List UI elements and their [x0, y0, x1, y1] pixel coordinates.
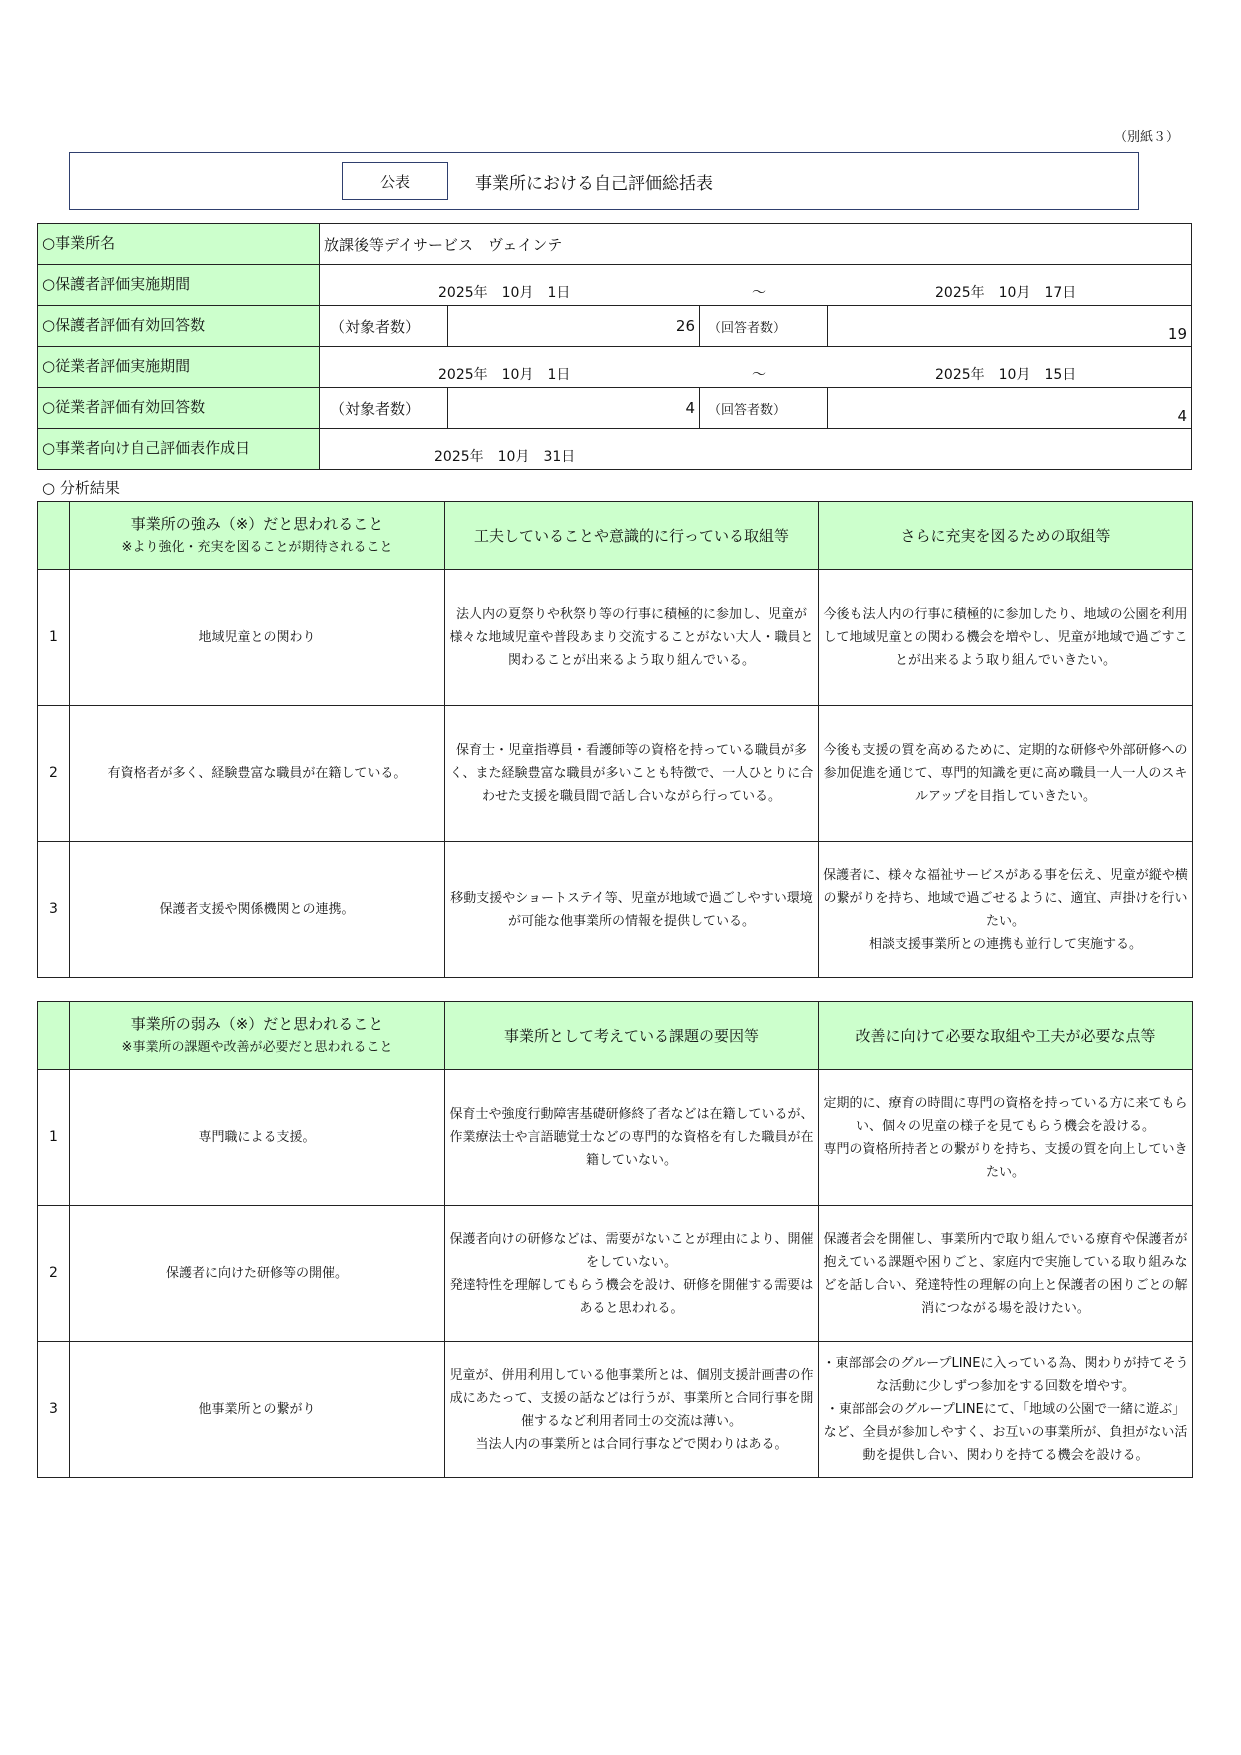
row-number: 2	[38, 1206, 70, 1342]
created-date-cell	[320, 429, 1192, 470]
guardian-period-end: 2025年 10月 17日	[935, 285, 1077, 301]
weaknesses-header-item	[70, 1002, 445, 1070]
strengths-header-main: 事業所の強み（※）だと思われること	[130, 514, 384, 533]
table-row	[38, 1070, 1193, 1206]
table-row	[38, 1206, 1193, 1342]
info-row-created-date	[38, 429, 1192, 470]
row-next-line: 保護者に、様々な福祉サービスがある事を伝え、児童が縦や横の繋がりを持ち、地域で過ごせるように、適宜、声掛けを行いたい。	[823, 867, 1188, 929]
strengths-header-item	[70, 502, 445, 570]
staff-period-value	[320, 347, 1192, 388]
row-item: 専門職による支援。	[70, 1070, 445, 1206]
facility-info-table	[37, 223, 1192, 470]
info-row-staff-period	[38, 347, 1192, 388]
row-effort	[445, 570, 819, 706]
staff-target-count: 4	[448, 388, 700, 429]
title-box	[69, 152, 1139, 210]
row-improvement-line: ・東部部会のグループLINEにて、「地域の公園で一緒に遊ぶ」など、全員が参加しやすく、お互いの事業所が、負担がない活動を提供し合い、関わりを持てる機会を設ける。	[823, 1402, 1188, 1463]
info-row-facility-name	[38, 224, 1192, 265]
row-item: 地域児童との関わり	[70, 570, 445, 706]
info-row-staff-responses	[38, 388, 1192, 429]
table-row	[38, 570, 1193, 706]
weaknesses-table	[37, 1001, 1193, 1478]
staff-respondent-count: 4	[828, 388, 1192, 429]
analysis-section-label: ○ 分析結果	[42, 479, 120, 497]
row-improvement	[819, 1206, 1193, 1342]
guardian-respondent-count: 19	[828, 306, 1192, 347]
weaknesses-header-improvement: 改善に向けて必要な取組や工夫が必要な点等	[819, 1002, 1193, 1070]
table-row	[38, 1342, 1193, 1478]
row-item: 有資格者が多く、経験豊富な職員が在籍している。	[70, 706, 445, 842]
row-cause-line: 児童が、併用利用している他事業所とは、個別支援計画書の作成にあたって、支援の話などは行うが、事業所と合同行事を開催するなど利用者同士の交流は薄い。	[449, 1367, 814, 1429]
facility-name-label: ○事業所名	[38, 224, 320, 265]
row-cause	[445, 1070, 819, 1206]
row-item: 保護者支援や関係機関との連携。	[70, 842, 445, 978]
guardian-period-separator: ～	[752, 285, 766, 301]
guardian-period-label: ○保護者評価実施期間	[38, 265, 320, 306]
guardian-respondent-label: （回答者数）	[700, 306, 828, 347]
row-effort-line: 法人内の夏祭りや秋祭り等の行事に積極的に参加し、児童が様々な地域児童や普段あまり交流することがない大人・職員と関わることが出来るよう取り組んでいる。	[449, 607, 814, 668]
guardian-period-start: 2025年 10月 1日	[438, 285, 571, 301]
row-next	[819, 842, 1193, 978]
row-cause	[445, 1342, 819, 1478]
row-improvement	[819, 1342, 1193, 1478]
guardian-target-label: （対象者数）	[320, 306, 448, 347]
staff-responses-label: ○従業者評価有効回答数	[38, 388, 320, 429]
strengths-header-effort: 工夫していることや意識的に行っている取組等	[445, 502, 819, 570]
row-effort	[445, 706, 819, 842]
strengths-header-row	[38, 502, 1193, 570]
row-next-line: 今後も支援の質を高めるために、定期的な研修や外部研修への参加促進を通じて、専門的知識を更に高め職員一人一人のスキルアップを目指していきたい。	[823, 743, 1188, 804]
row-improvement-line: ・東部部会のグループLINEに入っている為、関わりが持てそうな活動に少しずつ参加をする回数を増やす。	[822, 1356, 1189, 1394]
row-item: 保護者に向けた研修等の開催。	[70, 1206, 445, 1342]
header-number-cell	[38, 1002, 70, 1070]
staff-respondent-label: （回答者数）	[700, 388, 828, 429]
info-row-guardian-responses	[38, 306, 1192, 347]
row-number: 3	[38, 1342, 70, 1478]
row-number: 3	[38, 842, 70, 978]
staff-period-label: ○従業者評価実施期間	[38, 347, 320, 388]
weaknesses-header-sub: ※事業所の課題や改善が必要だと思われること	[121, 1039, 393, 1055]
staff-target-label: （対象者数）	[320, 388, 448, 429]
guardian-period-value	[320, 265, 1192, 306]
row-next-line: 今後も法人内の行事に積極的に参加したり、地域の公園を利用して地域児童との関わる機会を増やし、児童が地域で過ごすことが出来るよう取り組んでいきたい。	[823, 607, 1188, 668]
row-next-line: 相談支援事業所との連携も並行して実施する。	[868, 936, 1142, 952]
weaknesses-header-cause: 事業所として考えている課題の要因等	[445, 1002, 819, 1070]
strengths-header-sub: ※より強化・充実を図ることが期待されること	[121, 539, 393, 555]
facility-name-value: 放課後等デイサービス ヴェインテ	[320, 224, 1192, 265]
row-cause-line: 発達特性を理解してもらう機会を設け、研修を開催する需要はあると思われる。	[449, 1277, 814, 1316]
guardian-target-count: 26	[448, 306, 700, 347]
row-item: 他事業所との繋がり	[70, 1342, 445, 1478]
row-improvement	[819, 1070, 1193, 1206]
row-improvement-line: 定期的に、療育の時間に専門の資格を持っている方に来てもらい、個々の児童の様子を見てもらう機会を設ける。	[823, 1095, 1188, 1134]
row-next	[819, 706, 1193, 842]
strengths-header-next: さらに充実を図るための取組等	[819, 502, 1193, 570]
staff-period-start: 2025年 10月 1日	[438, 367, 571, 383]
created-date-value: 2025年 10月 31日	[434, 449, 576, 465]
table-row	[38, 842, 1193, 978]
weaknesses-header-main: 事業所の弱み（※）だと思われること	[130, 1014, 384, 1033]
row-effort-line: 保育士・児童指導員・看護師等の資格を持っている職員が多く、また経験豊富な職員が多いことも特徴で、一人ひとりに合わせた支援を職員間で話し合いながら行っている。	[449, 743, 814, 804]
staff-period-end: 2025年 10月 15日	[935, 367, 1077, 383]
row-number: 2	[38, 706, 70, 842]
row-effort	[445, 842, 819, 978]
header-number-cell	[38, 502, 70, 570]
row-improvement-line: 保護者会を開催し、事業所内で取り組んでいる療育や保護者が抱えている課題や困りごと、家庭内で実施している取り組みなどを話し合い、発達特性の理解の向上と保護者の困りごとの解消につながる場を設けたい。	[823, 1231, 1188, 1316]
row-improvement-line: 専門の資格所持者との繋がりを持ち、支援の質を向上していきたい。	[823, 1141, 1188, 1180]
row-number: 1	[38, 1070, 70, 1206]
row-cause-line: 保護者向けの研修などは、需要がないことが理由により、開催をしていない。	[449, 1231, 814, 1270]
staff-period-separator: ～	[752, 367, 766, 383]
table-row	[38, 706, 1193, 842]
weaknesses-header-row	[38, 1002, 1193, 1070]
row-number: 1	[38, 570, 70, 706]
created-date-label: ○事業者向け自己評価表作成日	[38, 429, 320, 470]
annex-label: （別紙３）	[1113, 130, 1179, 145]
info-row-guardian-period	[38, 265, 1192, 306]
document-title: 事業所における自己評価総括表	[475, 174, 713, 194]
row-cause-line: 当法人内の事業所とは合同行事などで関わりはある。	[475, 1436, 788, 1452]
guardian-responses-label: ○保護者評価有効回答数	[38, 306, 320, 347]
row-next	[819, 570, 1193, 706]
row-effort-line: 移動支援やショートステイ等、児童が地域で過ごしやすい環境が可能な他事業所の情報を提供している。	[450, 890, 813, 929]
row-cause	[445, 1206, 819, 1342]
row-cause-line: 保育士や強度行動障害基礎研修終了者などは在籍しているが、作業療法士や言語聴覚士などの専門的な資格を有した職員が在籍していない。	[449, 1107, 814, 1168]
strengths-table	[37, 501, 1193, 978]
public-badge: 公表	[342, 162, 448, 200]
